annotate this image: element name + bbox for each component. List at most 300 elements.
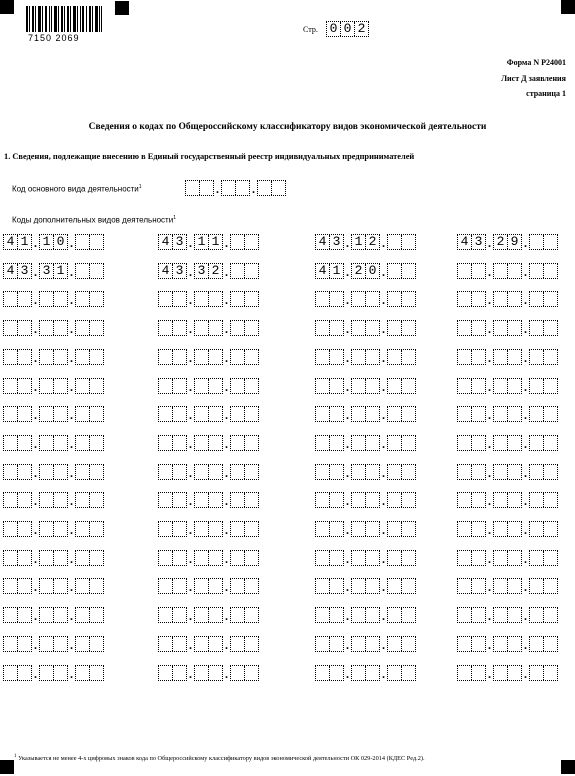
code-digit-cell[interactable]: [17, 551, 31, 565]
code-digit-cell[interactable]: [172, 579, 186, 593]
code-segment[interactable]: [351, 320, 380, 336]
code-digit-cell[interactable]: [316, 551, 329, 565]
code-digit-cell[interactable]: [208, 379, 222, 393]
code-digit-cell[interactable]: [507, 551, 521, 565]
code-segment[interactable]: [230, 320, 259, 336]
code-segment[interactable]: [158, 636, 187, 652]
code-digit-cell[interactable]: 3: [471, 235, 485, 249]
additional-code-field[interactable]: [457, 435, 558, 451]
code-digit-cell[interactable]: [507, 264, 521, 278]
code-digit-cell[interactable]: 3: [172, 235, 186, 249]
code-digit-cell[interactable]: 4: [318, 262, 327, 278]
code-digit-cell[interactable]: [401, 407, 415, 421]
code-digit-cell[interactable]: [388, 350, 401, 364]
code-digit-cell[interactable]: [17, 379, 31, 393]
code-segment[interactable]: [230, 234, 259, 250]
code-digit-cell[interactable]: [53, 292, 67, 306]
code-digit-cell[interactable]: [329, 493, 343, 507]
code-digit-cell[interactable]: [401, 436, 415, 450]
code-digit-cell[interactable]: [530, 666, 543, 680]
additional-code-field[interactable]: [457, 521, 558, 537]
additional-code-field[interactable]: [457, 665, 558, 681]
code-digit-cell[interactable]: [53, 465, 67, 479]
code-digit-cell[interactable]: [17, 321, 31, 335]
code-digit-cell[interactable]: 3: [42, 262, 51, 278]
code-digit-cell[interactable]: [4, 407, 17, 421]
code-digit-cell[interactable]: [208, 522, 222, 536]
code-digit-cell[interactable]: [195, 608, 208, 622]
code-digit-cell[interactable]: [543, 321, 557, 335]
code-digit-cell[interactable]: [231, 321, 244, 335]
code-digit-cell[interactable]: [365, 436, 379, 450]
additional-code-field[interactable]: [3, 550, 104, 566]
code-segment[interactable]: [194, 636, 223, 652]
code-segment[interactable]: [315, 550, 344, 566]
code-digit-cell[interactable]: [401, 666, 415, 680]
code-digit-cell[interactable]: [17, 493, 31, 507]
code-digit-cell[interactable]: [316, 407, 329, 421]
code-digit-cell[interactable]: [76, 321, 89, 335]
code-segment[interactable]: [39, 492, 68, 508]
code-segment[interactable]: [75, 349, 104, 365]
code-segment[interactable]: [351, 492, 380, 508]
code-segment[interactable]: [529, 550, 558, 566]
code-digit-cell[interactable]: [494, 522, 507, 536]
code-digit-cell[interactable]: [17, 522, 31, 536]
additional-code-field[interactable]: [158, 349, 259, 365]
code-digit-cell[interactable]: [195, 637, 208, 651]
code-digit-cell[interactable]: [494, 321, 507, 335]
page-digit-1[interactable]: 0: [329, 21, 338, 36]
code-digit-cell[interactable]: [365, 350, 379, 364]
code-segment[interactable]: [230, 349, 259, 365]
code-digit-cell[interactable]: [494, 493, 507, 507]
code-segment[interactable]: [529, 291, 558, 307]
code-segment[interactable]: [315, 521, 344, 537]
code-digit-cell[interactable]: [401, 379, 415, 393]
additional-code-field[interactable]: [158, 320, 259, 336]
code-segment[interactable]: [351, 406, 380, 422]
code-digit-cell[interactable]: [231, 264, 244, 278]
code-digit-cell[interactable]: [316, 379, 329, 393]
additional-code-field[interactable]: [315, 464, 416, 480]
code-digit-cell[interactable]: [231, 292, 244, 306]
code-segment[interactable]: [230, 406, 259, 422]
code-digit-cell[interactable]: [329, 292, 343, 306]
code-digit-cell[interactable]: [199, 181, 213, 195]
code-segment[interactable]: [194, 464, 223, 480]
code-digit-cell[interactable]: [530, 579, 543, 593]
code-digit-cell[interactable]: [471, 666, 485, 680]
code-digit-cell[interactable]: [244, 407, 258, 421]
code-digit-cell[interactable]: [365, 321, 379, 335]
code-digit-cell[interactable]: [401, 608, 415, 622]
code-segment[interactable]: [194, 320, 223, 336]
code-digit-cell[interactable]: [471, 551, 485, 565]
code-segment[interactable]: [39, 291, 68, 307]
code-segment[interactable]: [351, 263, 380, 279]
code-segment[interactable]: [457, 665, 486, 681]
code-segment[interactable]: [351, 550, 380, 566]
code-segment[interactable]: [3, 521, 32, 537]
code-segment[interactable]: [230, 464, 259, 480]
code-segment[interactable]: [230, 492, 259, 508]
code-digit-cell[interactable]: [244, 235, 258, 249]
code-digit-cell[interactable]: 3: [172, 264, 186, 278]
code-digit-cell[interactable]: [388, 493, 401, 507]
code-digit-cell[interactable]: [159, 493, 172, 507]
code-digit-cell[interactable]: [530, 637, 543, 651]
code-digit-cell[interactable]: [40, 350, 53, 364]
code-digit-cell[interactable]: [159, 292, 172, 306]
code-digit-cell[interactable]: [195, 292, 208, 306]
code-digit-cell[interactable]: [458, 264, 471, 278]
code-digit-cell[interactable]: [208, 465, 222, 479]
code-digit-cell[interactable]: [53, 522, 67, 536]
code-digit-cell[interactable]: 3: [17, 264, 31, 278]
code-digit-cell[interactable]: [40, 579, 53, 593]
code-digit-cell[interactable]: [186, 181, 199, 195]
code-digit-cell[interactable]: [388, 264, 401, 278]
code-digit-cell[interactable]: [159, 379, 172, 393]
code-digit-cell[interactable]: [329, 436, 343, 450]
code-digit-cell[interactable]: [231, 407, 244, 421]
code-segment[interactable]: [39, 406, 68, 422]
code-segment[interactable]: [230, 550, 259, 566]
code-segment[interactable]: [457, 578, 486, 594]
code-digit-cell[interactable]: [530, 292, 543, 306]
code-digit-cell[interactable]: [76, 465, 89, 479]
code-digit-cell[interactable]: [365, 579, 379, 593]
code-segment[interactable]: [315, 349, 344, 365]
code-segment[interactable]: [493, 263, 522, 279]
code-digit-cell[interactable]: [329, 407, 343, 421]
additional-code-field[interactable]: [158, 521, 259, 537]
code-digit-cell[interactable]: [195, 379, 208, 393]
code-digit-cell[interactable]: [76, 264, 89, 278]
code-digit-cell[interactable]: [329, 465, 343, 479]
code-digit-cell[interactable]: [365, 292, 379, 306]
code-digit-cell[interactable]: [195, 407, 208, 421]
code-digit-cell[interactable]: 4: [161, 262, 170, 278]
code-digit-cell[interactable]: [530, 522, 543, 536]
code-digit-cell[interactable]: [530, 264, 543, 278]
code-digit-cell[interactable]: [244, 493, 258, 507]
additional-code-field[interactable]: [457, 578, 558, 594]
code-digit-cell[interactable]: [543, 579, 557, 593]
code-digit-cell[interactable]: [365, 407, 379, 421]
code-segment[interactable]: [39, 234, 68, 250]
code-digit-cell[interactable]: [530, 350, 543, 364]
code-digit-cell[interactable]: [53, 637, 67, 651]
code-digit-cell[interactable]: [316, 666, 329, 680]
code-segment[interactable]: [493, 492, 522, 508]
code-digit-cell[interactable]: [316, 292, 329, 306]
code-digit-cell[interactable]: [244, 350, 258, 364]
code-digit-cell[interactable]: [53, 666, 67, 680]
code-segment[interactable]: [3, 492, 32, 508]
code-segment[interactable]: [457, 464, 486, 480]
code-digit-cell[interactable]: [507, 608, 521, 622]
code-digit-cell[interactable]: [494, 465, 507, 479]
code-segment[interactable]: [194, 291, 223, 307]
code-digit-cell[interactable]: [471, 465, 485, 479]
code-digit-cell[interactable]: [4, 608, 17, 622]
code-segment[interactable]: [493, 320, 522, 336]
code-segment[interactable]: [194, 349, 223, 365]
code-segment[interactable]: [493, 234, 522, 250]
code-segment[interactable]: [457, 263, 486, 279]
code-digit-cell[interactable]: [208, 666, 222, 680]
code-segment[interactable]: [351, 234, 380, 250]
code-digit-cell[interactable]: [329, 522, 343, 536]
code-segment[interactable]: [194, 263, 223, 279]
code-segment[interactable]: [230, 607, 259, 623]
code-digit-cell[interactable]: [401, 551, 415, 565]
code-digit-cell[interactable]: [76, 608, 89, 622]
code-digit-cell[interactable]: [231, 465, 244, 479]
code-segment[interactable]: [387, 406, 416, 422]
code-digit-cell[interactable]: [458, 436, 471, 450]
additional-code-field[interactable]: [457, 263, 558, 279]
additional-code-field[interactable]: [457, 234, 558, 250]
code-digit-cell[interactable]: [53, 579, 67, 593]
code-digit-cell[interactable]: [89, 522, 103, 536]
code-segment[interactable]: [529, 636, 558, 652]
code-segment[interactable]: [39, 607, 68, 623]
code-digit-cell[interactable]: [208, 436, 222, 450]
code-digit-cell[interactable]: 4: [161, 234, 170, 249]
code-digit-cell[interactable]: [471, 608, 485, 622]
code-digit-cell[interactable]: [494, 666, 507, 680]
code-digit-cell[interactable]: [231, 379, 244, 393]
code-digit-cell[interactable]: [507, 292, 521, 306]
code-digit-cell[interactable]: 4: [318, 234, 327, 249]
additional-code-field[interactable]: [158, 406, 259, 422]
additional-code-field[interactable]: [158, 435, 259, 451]
code-segment[interactable]: [315, 665, 344, 681]
code-digit-cell[interactable]: 1: [329, 264, 343, 278]
code-digit-cell[interactable]: [543, 436, 557, 450]
code-segment[interactable]: [158, 464, 187, 480]
code-segment[interactable]: [3, 550, 32, 566]
code-digit-cell[interactable]: [244, 379, 258, 393]
code-digit-cell[interactable]: 1: [17, 235, 31, 249]
additional-code-field[interactable]: [315, 607, 416, 623]
additional-code-field[interactable]: [457, 464, 558, 480]
code-segment[interactable]: [194, 378, 223, 394]
code-segment[interactable]: [39, 349, 68, 365]
code-segment[interactable]: [39, 636, 68, 652]
code-digit-cell[interactable]: [365, 465, 379, 479]
code-digit-cell[interactable]: [401, 235, 415, 249]
code-digit-cell[interactable]: [76, 379, 89, 393]
code-segment[interactable]: [315, 406, 344, 422]
code-segment[interactable]: [493, 550, 522, 566]
code-segment[interactable]: [315, 378, 344, 394]
code-digit-cell[interactable]: [388, 608, 401, 622]
code-segment[interactable]: [75, 521, 104, 537]
code-digit-cell[interactable]: [4, 551, 17, 565]
code-digit-cell[interactable]: [89, 666, 103, 680]
code-segment[interactable]: [387, 464, 416, 480]
code-digit-cell[interactable]: [543, 292, 557, 306]
code-digit-cell[interactable]: [40, 436, 53, 450]
additional-code-field[interactable]: [315, 291, 416, 307]
code-segment[interactable]: [529, 234, 558, 250]
code-segment[interactable]: [3, 464, 32, 480]
code-digit-cell[interactable]: [244, 666, 258, 680]
code-digit-cell[interactable]: [195, 666, 208, 680]
code-digit-cell[interactable]: [244, 292, 258, 306]
code-digit-cell[interactable]: [388, 407, 401, 421]
code-digit-cell[interactable]: [316, 637, 329, 651]
code-digit-cell[interactable]: [231, 350, 244, 364]
code-segment[interactable]: [75, 263, 104, 279]
code-digit-cell[interactable]: [244, 465, 258, 479]
code-digit-cell[interactable]: [195, 321, 208, 335]
code-digit-cell[interactable]: [329, 551, 343, 565]
code-digit-cell[interactable]: [494, 292, 507, 306]
code-segment[interactable]: [315, 291, 344, 307]
code-digit-cell[interactable]: [40, 637, 53, 651]
code-digit-cell[interactable]: [40, 551, 53, 565]
code-segment[interactable]: [194, 550, 223, 566]
code-digit-cell[interactable]: [401, 321, 415, 335]
code-digit-cell[interactable]: [543, 235, 557, 249]
code-digit-cell[interactable]: [4, 637, 17, 651]
code-digit-cell[interactable]: [159, 666, 172, 680]
code-segment[interactable]: [39, 665, 68, 681]
code-digit-cell[interactable]: [401, 264, 415, 278]
code-segment[interactable]: [493, 378, 522, 394]
code-digit-cell[interactable]: [352, 666, 365, 680]
code-segment[interactable]: [39, 378, 68, 394]
code-digit-cell[interactable]: 9: [507, 235, 521, 249]
code-digit-cell[interactable]: [507, 321, 521, 335]
code-digit-cell[interactable]: [244, 436, 258, 450]
code-digit-cell[interactable]: [530, 465, 543, 479]
code-segment[interactable]: [315, 435, 344, 451]
code-segment[interactable]: [158, 406, 187, 422]
code-digit-cell[interactable]: [388, 666, 401, 680]
code-digit-cell[interactable]: [231, 666, 244, 680]
code-segment[interactable]: [257, 180, 286, 196]
additional-code-field[interactable]: [3, 406, 104, 422]
code-digit-cell[interactable]: [352, 493, 365, 507]
code-digit-cell[interactable]: [89, 579, 103, 593]
code-segment[interactable]: [230, 263, 259, 279]
code-digit-cell[interactable]: [208, 551, 222, 565]
code-segment[interactable]: [230, 578, 259, 594]
code-digit-cell[interactable]: [494, 637, 507, 651]
code-digit-cell[interactable]: [172, 379, 186, 393]
code-segment[interactable]: [75, 550, 104, 566]
code-digit-cell[interactable]: [458, 608, 471, 622]
code-segment[interactable]: [457, 550, 486, 566]
code-segment[interactable]: [351, 349, 380, 365]
code-digit-cell[interactable]: [231, 235, 244, 249]
code-segment[interactable]: [457, 492, 486, 508]
code-digit-cell[interactable]: [388, 522, 401, 536]
code-digit-cell[interactable]: [89, 465, 103, 479]
code-digit-cell[interactable]: [53, 350, 67, 364]
additional-code-field[interactable]: [457, 320, 558, 336]
code-segment[interactable]: [529, 665, 558, 681]
additional-code-field[interactable]: [457, 406, 558, 422]
code-segment[interactable]: [75, 636, 104, 652]
code-segment[interactable]: [529, 320, 558, 336]
code-digit-cell[interactable]: [507, 379, 521, 393]
code-digit-cell[interactable]: [53, 321, 67, 335]
code-digit-cell[interactable]: [172, 436, 186, 450]
code-digit-cell[interactable]: [507, 579, 521, 593]
code-digit-cell[interactable]: [494, 551, 507, 565]
code-digit-cell[interactable]: 1: [53, 264, 67, 278]
code-digit-cell[interactable]: [89, 407, 103, 421]
code-digit-cell[interactable]: [530, 407, 543, 421]
code-segment[interactable]: [351, 636, 380, 652]
code-segment[interactable]: [351, 435, 380, 451]
code-digit-cell[interactable]: [89, 608, 103, 622]
code-digit-cell[interactable]: [471, 350, 485, 364]
code-segment[interactable]: [194, 578, 223, 594]
code-digit-cell[interactable]: 1: [197, 234, 206, 249]
code-segment[interactable]: [387, 550, 416, 566]
code-segment[interactable]: [315, 607, 344, 623]
code-segment[interactable]: [493, 435, 522, 451]
code-digit-cell[interactable]: [458, 465, 471, 479]
code-segment[interactable]: [315, 263, 344, 279]
code-digit-cell[interactable]: [159, 465, 172, 479]
code-segment[interactable]: [3, 378, 32, 394]
code-digit-cell[interactable]: [401, 493, 415, 507]
code-digit-cell[interactable]: [543, 407, 557, 421]
code-digit-cell[interactable]: [17, 436, 31, 450]
code-digit-cell[interactable]: [352, 579, 365, 593]
code-segment[interactable]: [457, 234, 486, 250]
code-segment[interactable]: [493, 607, 522, 623]
code-digit-cell[interactable]: [208, 579, 222, 593]
additional-code-field[interactable]: [3, 665, 104, 681]
additional-code-field[interactable]: [457, 636, 558, 652]
code-digit-cell[interactable]: [17, 407, 31, 421]
code-digit-cell[interactable]: [401, 637, 415, 651]
code-digit-cell[interactable]: [172, 608, 186, 622]
code-digit-cell[interactable]: [388, 465, 401, 479]
code-segment[interactable]: [529, 607, 558, 623]
code-segment[interactable]: [457, 406, 486, 422]
code-digit-cell[interactable]: 4: [6, 234, 15, 249]
code-digit-cell[interactable]: [244, 608, 258, 622]
code-digit-cell[interactable]: [494, 579, 507, 593]
code-digit-cell[interactable]: [458, 407, 471, 421]
additional-code-field[interactable]: [457, 349, 558, 365]
code-segment[interactable]: [457, 320, 486, 336]
code-digit-cell[interactable]: [365, 666, 379, 680]
code-segment[interactable]: [387, 636, 416, 652]
code-segment[interactable]: [351, 291, 380, 307]
code-digit-cell[interactable]: [530, 436, 543, 450]
code-digit-cell[interactable]: [352, 551, 365, 565]
code-digit-cell[interactable]: [507, 522, 521, 536]
code-segment[interactable]: [493, 521, 522, 537]
code-segment[interactable]: [158, 550, 187, 566]
code-digit-cell[interactable]: [329, 379, 343, 393]
code-segment[interactable]: [3, 665, 32, 681]
code-digit-cell[interactable]: [530, 608, 543, 622]
code-segment[interactable]: [39, 521, 68, 537]
